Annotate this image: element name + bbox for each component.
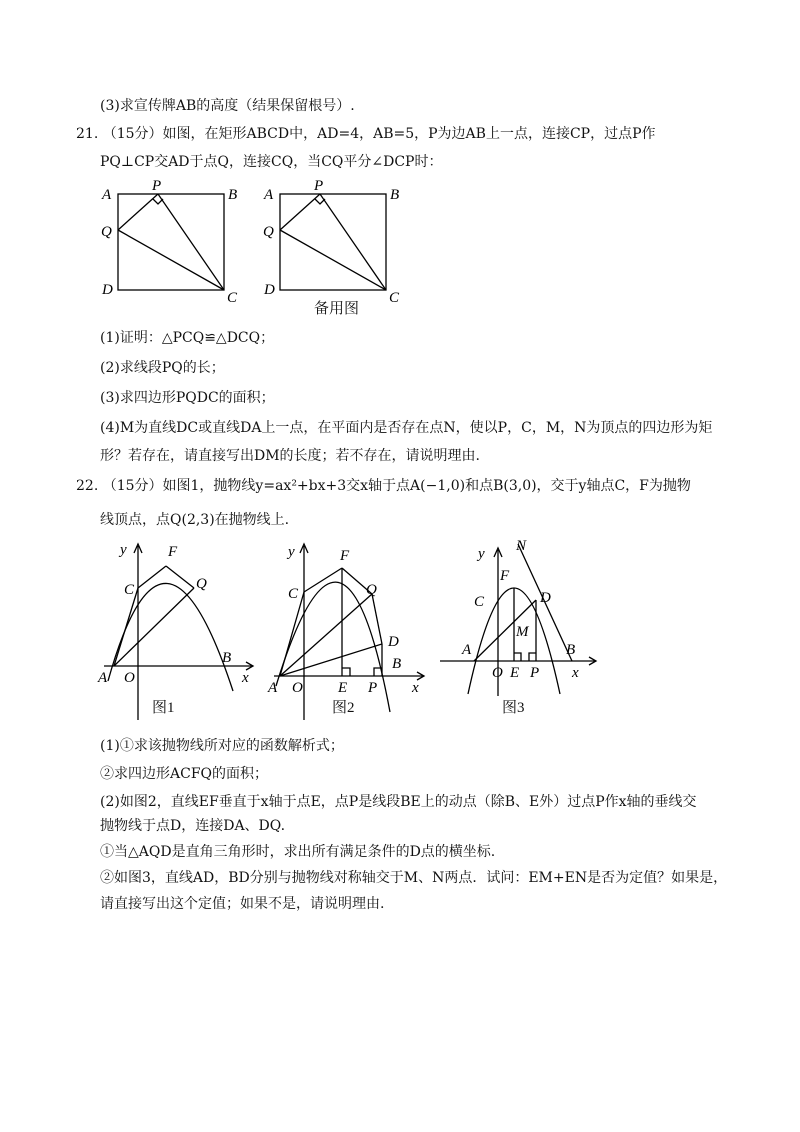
q22-stem-line2: 线顶点，点Q(2,3)在抛物线上. bbox=[100, 512, 290, 528]
label-c: C bbox=[389, 290, 400, 305]
q22-part2-line2: 抛物线于点D，连接DA、DQ. bbox=[100, 818, 286, 834]
segment-cf bbox=[304, 568, 342, 592]
label-q: Q bbox=[101, 224, 112, 240]
q21-backup-caption: 备用图 bbox=[314, 299, 360, 317]
q22-part1b: ②求四边形ACFQ的面积； bbox=[100, 766, 269, 782]
label-b: B bbox=[392, 656, 402, 672]
label-a: A bbox=[102, 187, 112, 203]
label-d: D bbox=[388, 634, 399, 650]
label-x: x bbox=[242, 670, 249, 686]
label-b: B bbox=[566, 642, 576, 658]
segment-qd bbox=[372, 594, 382, 644]
q21-stem-line1: 21. （15分）如图，在矩形ABCD中，AD=4，AB=5，P为边AB上一点，连接CP，过点P作 bbox=[76, 126, 656, 142]
label-p: P bbox=[368, 680, 378, 696]
label-q: Q bbox=[196, 576, 207, 592]
label-a: A bbox=[462, 642, 472, 658]
right-angle-mark bbox=[153, 199, 163, 204]
segment-pc bbox=[158, 194, 224, 290]
label-d: D bbox=[264, 282, 275, 298]
label-m: M bbox=[516, 624, 529, 640]
segment-ac bbox=[280, 592, 304, 676]
label-f: F bbox=[168, 544, 178, 560]
label-o: O bbox=[124, 670, 135, 686]
label-c: C bbox=[124, 582, 135, 598]
q22-figure-3 bbox=[436, 536, 606, 706]
label-q: Q bbox=[366, 582, 377, 598]
q22-stem-line1: 22. （15分）如图1，抛物线y=ax²+bx+3交x轴于点A(−1,0)和点B(3,0)，交于y轴点C，F为抛物 bbox=[76, 478, 691, 494]
q21-stem-line2: PQ⊥CP交AD于点Q，连接CQ，当CQ平分∠DCP时： bbox=[100, 154, 443, 170]
label-d: D bbox=[540, 590, 551, 606]
label-x: x bbox=[572, 665, 579, 681]
q21-part4-line1: (4)M为直线DC或直线DA上一点，在平面内是否存在点N，使以P，C，M，N为顶点的四边形为矩 bbox=[100, 420, 713, 436]
label-c: C bbox=[227, 290, 238, 305]
segment-ad bbox=[280, 644, 382, 676]
segment-qp bbox=[118, 194, 158, 230]
q20-part3-text: (3)求宣传牌AB的高度（结果保留根号）. bbox=[100, 98, 355, 114]
label-c: C bbox=[288, 586, 299, 602]
label-b: B bbox=[228, 187, 238, 203]
q22-part2a: ①当△AQD是直角三角形时，求出所有满足条件的D点的横坐标. bbox=[100, 844, 496, 860]
label-c: C bbox=[474, 594, 485, 610]
label-e: E bbox=[510, 665, 520, 681]
label-a: A bbox=[264, 187, 274, 203]
q22-caption-3: 图3 bbox=[502, 700, 525, 716]
q21-figure-backup bbox=[258, 180, 408, 305]
label-y: y bbox=[120, 542, 127, 558]
q22-part2b-line1: ②如图3，直线AD，BD分别与抛物线对称轴交于M、N两点．试问：EM+EN是否为定值？如果是， bbox=[100, 870, 728, 886]
label-o: O bbox=[492, 665, 503, 681]
label-e: E bbox=[338, 680, 348, 696]
label-n: N bbox=[516, 538, 527, 554]
q21-part3: (3)求四边形PQDC的面积； bbox=[100, 390, 275, 406]
segment-qc bbox=[118, 230, 224, 290]
label-b: B bbox=[390, 187, 400, 203]
label-b: B bbox=[222, 650, 232, 666]
q22-caption-2: 图2 bbox=[332, 700, 355, 716]
label-f: F bbox=[500, 568, 510, 584]
rectangle-abcd bbox=[118, 194, 224, 290]
segment-cf bbox=[138, 566, 166, 588]
q22-part2-line1: (2)如图2，直线EF垂直于x轴于点E，点P是线段BE上的动点（除B、E外）过点P作x轴的垂线交 bbox=[100, 794, 697, 810]
label-d: D bbox=[102, 282, 113, 298]
label-p: P bbox=[152, 180, 162, 194]
label-x: x bbox=[412, 680, 419, 696]
label-a: A bbox=[268, 680, 278, 696]
q22-figure-1 bbox=[96, 536, 266, 726]
label-a: A bbox=[98, 670, 108, 686]
label-o: O bbox=[292, 680, 303, 696]
label-p: P bbox=[530, 665, 540, 681]
q21-part2: (2)求线段PQ的长； bbox=[100, 360, 225, 376]
q22-part2b-line2: 请直接写出这个定值；如果不是，请说明理由. bbox=[100, 896, 385, 912]
label-y: y bbox=[478, 546, 485, 562]
q22-caption-1: 图1 bbox=[152, 700, 175, 716]
q21-figure-main bbox=[96, 180, 246, 305]
label-f: F bbox=[340, 548, 350, 564]
label-y: y bbox=[288, 544, 295, 560]
q21-part1: (1)证明：△PCQ≌△DCQ； bbox=[100, 330, 275, 346]
segment-fq bbox=[166, 566, 194, 588]
label-p: P bbox=[314, 180, 324, 194]
q22-part1a: (1)①求该抛物线所对应的函数解析式； bbox=[100, 738, 344, 754]
q21-part4-line2: 形？若存在，请直接写出DM的长度；若不存在，请说明理由. bbox=[100, 448, 481, 464]
label-q: Q bbox=[263, 224, 274, 240]
